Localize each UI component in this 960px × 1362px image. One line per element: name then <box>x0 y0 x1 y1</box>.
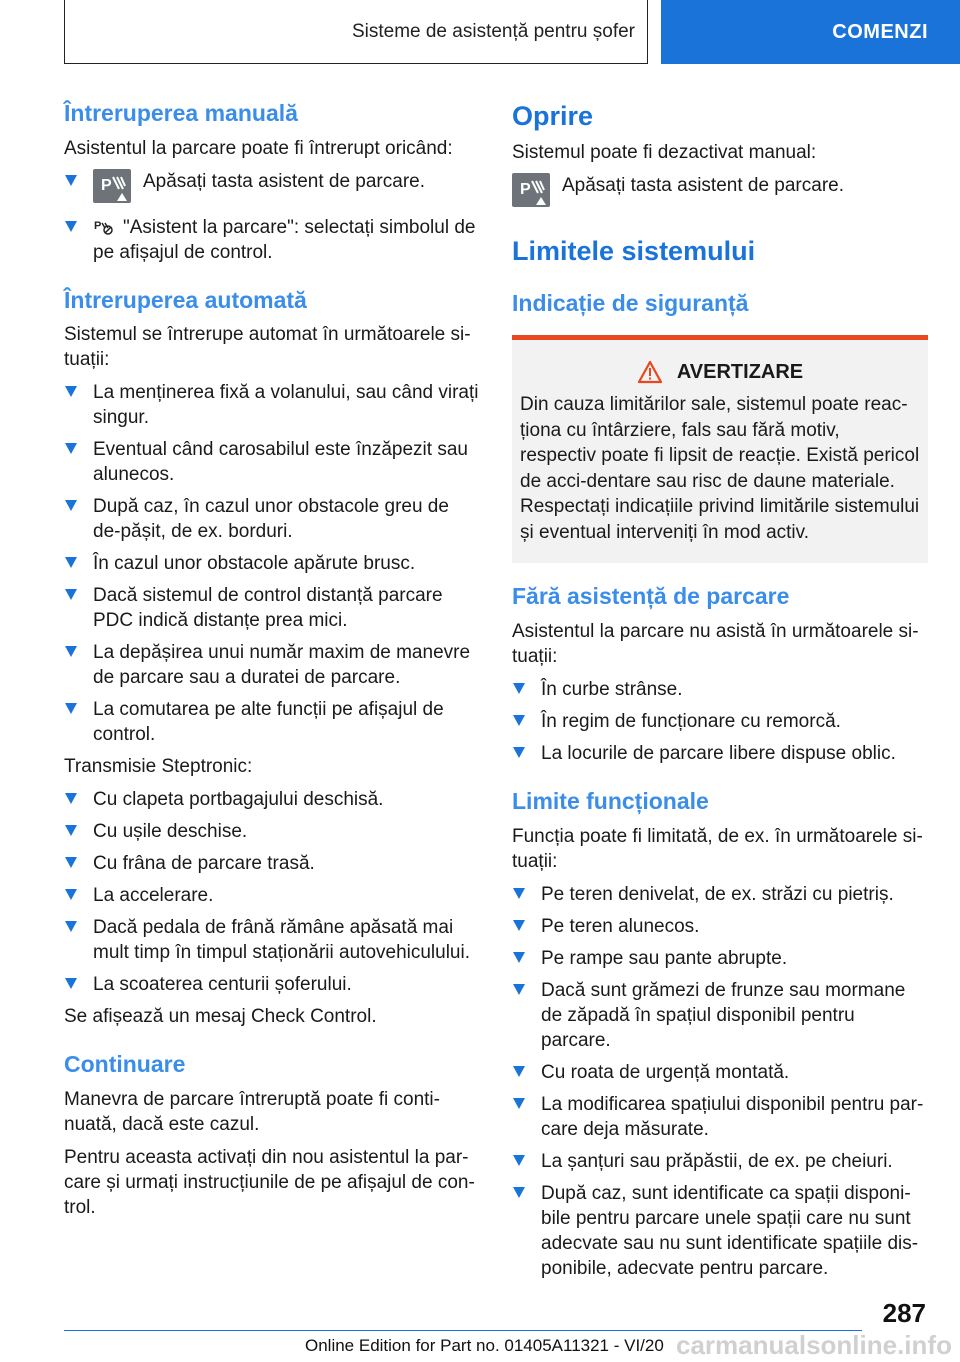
list-item: La comutarea pe alte funcții pe afișajul de control. <box>64 697 480 747</box>
bullet-triangle-icon <box>513 920 525 931</box>
heading-no-parking-assist: Fără asistență de parcare <box>512 583 790 610</box>
list-item: Pe teren alunecos. <box>512 914 928 939</box>
list-item: Dacă sunt grămezi de frunze sau mormane de zăpadă în spațiul disponibil pentru parcare. <box>512 978 928 1053</box>
list-item: La locurile de parcare libere dispuse oblic. <box>512 741 928 766</box>
svg-text:P: P <box>94 219 102 232</box>
bullet-triangle-icon <box>65 793 77 804</box>
warning-text: Din cauza limitărilor sale, sistemul poate reac-ționa cu întârziere, fals sau fără motiv, respectiv poate fi lipsit de reacție. Există pericol de acci-dentare sau risc de daune materiale. Respectați indicațiile privind limitările sistemului și eventual interveniți în mod activ. <box>520 394 920 543</box>
list-item: La menținerea fixă a volanului, sau când virați singur. <box>64 380 480 430</box>
warning-triangle-icon <box>637 360 663 384</box>
heading-safety-note: Indicație de siguranță <box>512 289 749 316</box>
bullet-triangle-icon <box>513 888 525 899</box>
bullet-triangle-icon <box>65 646 77 657</box>
heading-system-limits: Limitele sistemului <box>512 236 756 267</box>
list-item: Cu clapeta portbagajului deschisă. <box>64 787 480 812</box>
right-column <box>512 100 928 1288</box>
bullet-triangle-icon <box>513 984 525 995</box>
auto-list <box>64 380 480 747</box>
list-item: În regim de funcționare cu remorcă. <box>512 709 928 734</box>
svg-text:P: P <box>101 176 112 194</box>
bullet-triangle-icon <box>65 825 77 836</box>
bullet-triangle-icon <box>513 747 525 758</box>
list-item: La șanțuri sau prăpăstii, de ex. pe cheiuri. <box>512 1149 928 1174</box>
no-assist-intro: Asistentul la parcare nu asistă în următoarele si-tuații: <box>512 620 919 667</box>
list-item: La modificarea spațiului disponibil pentru par-care deja măsurate. <box>512 1092 928 1142</box>
bullet-triangle-icon <box>513 683 525 694</box>
bullet-triangle-icon <box>65 175 77 186</box>
list-item: La depășirea unui număr maxim de manevre de parcare sau a duratei de parcare. <box>64 640 480 690</box>
heading-stop: Oprire <box>512 101 594 131</box>
bullet-triangle-icon <box>513 715 525 726</box>
park-assist-button-icon <box>93 169 131 203</box>
stop-intro: Sistemul poate fi dezactivat manual: <box>512 142 817 164</box>
page-number: 287 <box>882 1298 926 1328</box>
list-item: Pe teren denivelat, de ex. străzi cu pietriș. <box>512 882 928 907</box>
list-item: După caz, în cazul unor obstacole greu de de-pășit, de ex. borduri. <box>64 494 480 544</box>
bullet-triangle-icon <box>513 1098 525 1109</box>
bullet-triangle-icon <box>513 952 525 963</box>
bullet-triangle-icon <box>65 921 77 932</box>
check-control-message: Se afișează un mesaj Check Control. <box>64 1006 377 1028</box>
list-item <box>64 169 480 203</box>
functional-list <box>512 882 928 1281</box>
bullet-triangle-icon <box>65 978 77 989</box>
bullet-triangle-icon <box>513 1066 525 1077</box>
bullet-triangle-icon <box>65 386 77 397</box>
auto-intro: Sistemul se întrerupe automat în următoarele si-tuații: <box>64 324 471 371</box>
bullet-triangle-icon <box>65 500 77 511</box>
continue-paragraph-2: Pentru aceasta activați din nou asistentul la par-care și urmați instrucțiunile de pe afișajul de con-trol. <box>64 1146 475 1218</box>
no-assist-list <box>512 677 928 766</box>
chapter-tab <box>661 0 960 64</box>
continue-paragraph-1: Manevra de parcare întreruptă poate fi conti-nuată, dacă este cazul. <box>64 1088 440 1135</box>
bullet-triangle-icon <box>65 443 77 454</box>
list-item <box>64 215 480 265</box>
park-assist-button-icon <box>512 173 550 207</box>
bullet-triangle-icon <box>65 889 77 900</box>
left-column <box>64 100 480 1228</box>
list-item: Cu roata de urgență montată. <box>512 1060 928 1085</box>
functional-intro: Funcția poate fi limitată, de ex. în următoarele si-tuații: <box>512 825 923 872</box>
heading-automatic-interruption: Întreruperea automată <box>64 286 307 313</box>
list-item: În cazul unor obstacole apărute brusc. <box>64 551 480 576</box>
list-item: Cu frâna de parcare trasă. <box>64 851 480 876</box>
bullet-triangle-icon <box>65 703 77 714</box>
chapter-tab-label: COMENZI <box>832 20 928 43</box>
bullet-triangle-icon <box>513 1187 525 1198</box>
stop-item-press-button: Apăsați tasta asistent de parcare. <box>562 175 844 197</box>
manual-item-press-button: Apăsați tasta asistent de parcare. <box>143 170 425 192</box>
svg-text:P: P <box>520 181 531 199</box>
list-item: În curbe strânse. <box>512 677 928 702</box>
header-section-title-box <box>64 0 648 64</box>
manual-intro: Asistentul la parcare poate fi întrerupt oricând: <box>64 137 453 159</box>
warning-title <box>520 360 920 384</box>
stop-button-row <box>512 173 928 207</box>
header-section-title: Sisteme de asistență pentru șofer <box>351 20 635 42</box>
heading-manual-interruption: Întreruperea manuală <box>64 100 298 126</box>
manual-item-select-symbol: "Asistent la parcare": selectați simbolul de pe afișajul de control. <box>93 216 476 263</box>
list-item: La accelerare. <box>64 883 480 908</box>
heading-functional-limits: Limite funcționale <box>512 787 709 814</box>
steptronic-label: Transmisie Steptronic: <box>64 756 253 778</box>
list-item: După caz, sunt identificate ca spații disponi-bile pentru parcare unele spații care nu sunt adecvate sau nu sunt identificate spațiile dis-ponibile, adecvate pentru parcare. <box>512 1181 928 1281</box>
list-item: La scoaterea centurii șoferului. <box>64 972 480 997</box>
steptronic-list <box>64 787 480 997</box>
bullet-triangle-icon <box>65 857 77 868</box>
manual-list <box>64 169 480 265</box>
footer-edition: Online Edition for Part no. 01405A11321 - VI/20 <box>305 1336 664 1355</box>
bullet-triangle-icon <box>65 221 77 232</box>
warning-label: AVERTIZARE <box>676 360 804 383</box>
park-assist-symbol-icon <box>93 217 115 235</box>
list-item: Dacă pedala de frână rămâne apăsată mai mult timp în timpul staționării autovehiculului. <box>64 915 480 965</box>
heading-continue: Continuare <box>64 1051 186 1078</box>
list-item: Dacă sistemul de control distanță parcare PDC indică distanțe prea mici. <box>64 583 480 633</box>
list-item: Cu ușile deschise. <box>64 819 480 844</box>
list-item: Pe rampe sau pante abrupte. <box>512 946 928 971</box>
bullet-triangle-icon <box>65 557 77 568</box>
list-item: Eventual când carosabilul este înzăpezit sau alunecos. <box>64 437 480 487</box>
warning-box <box>512 335 928 563</box>
bullet-triangle-icon <box>65 589 77 600</box>
watermark: carmanualsonline.info <box>676 1330 952 1360</box>
bullet-triangle-icon <box>513 1155 525 1166</box>
